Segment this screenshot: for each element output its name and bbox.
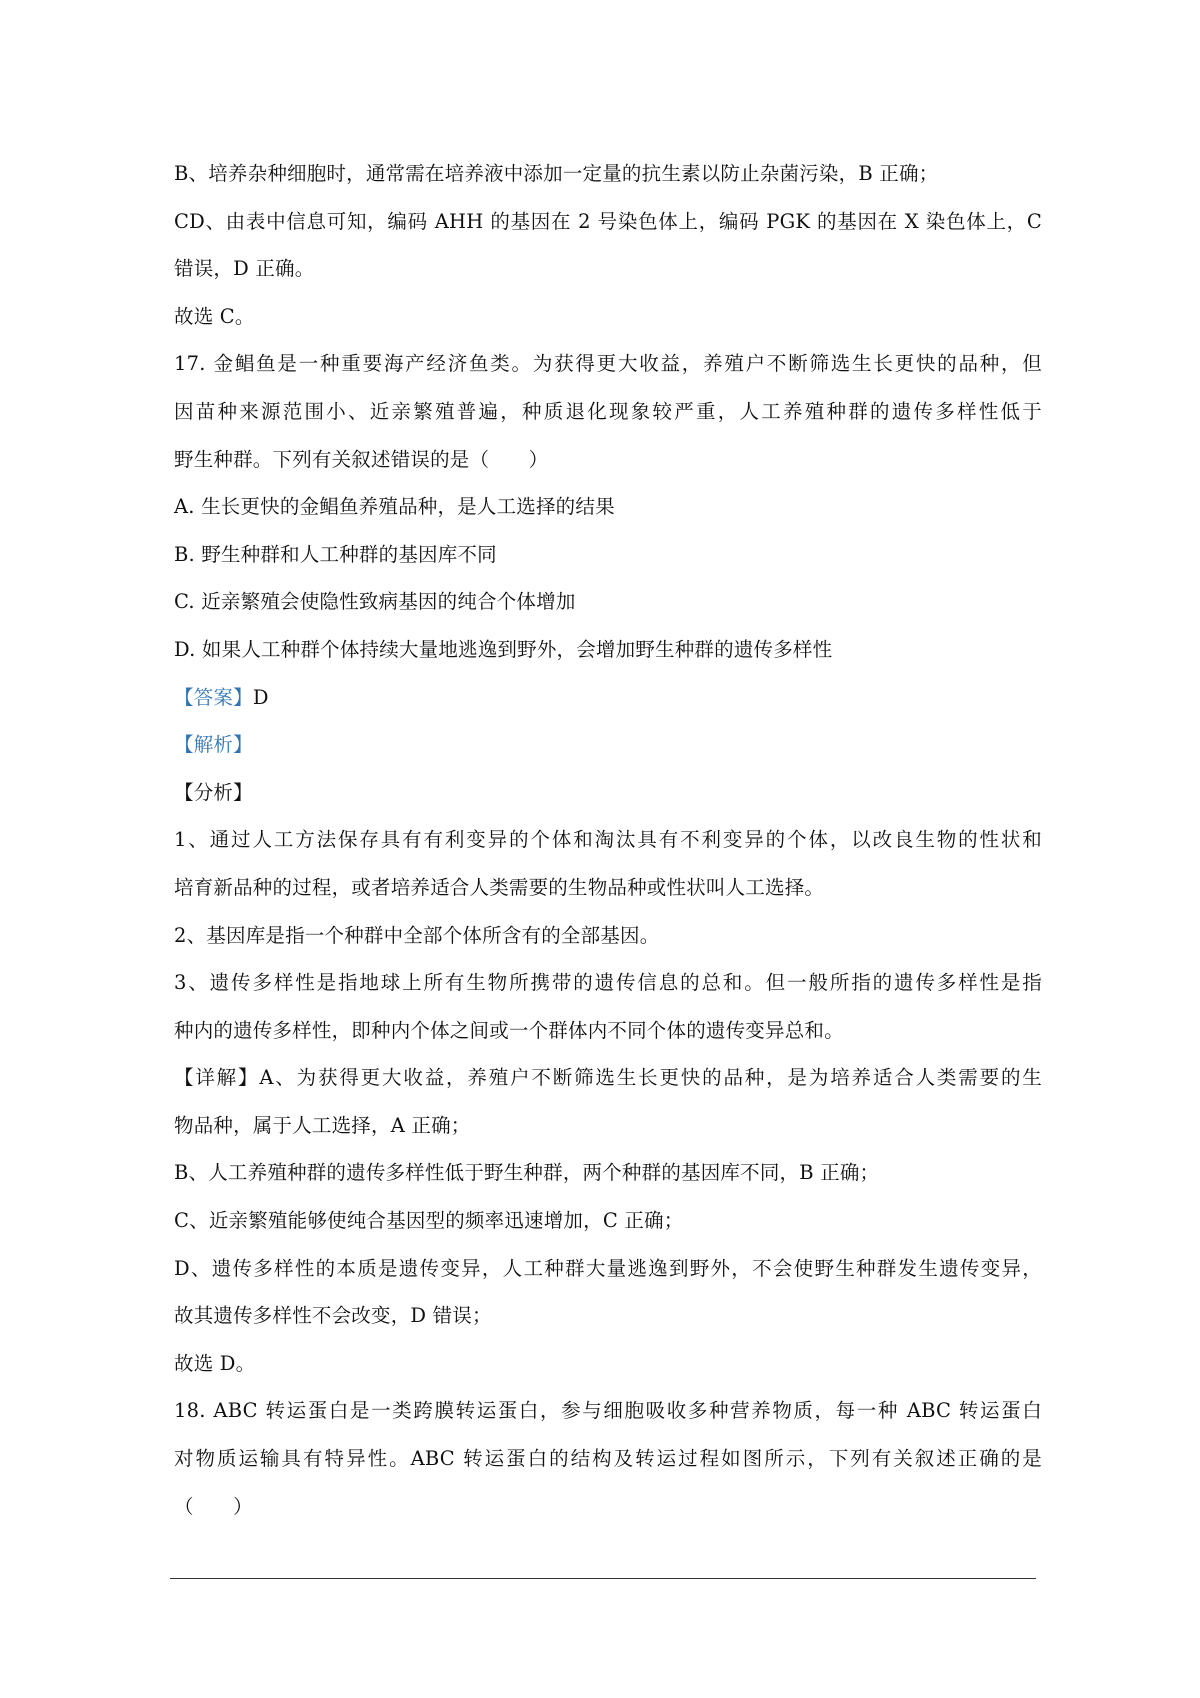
detail-line: 故选 D。 [174, 1351, 256, 1375]
answer-line [174, 674, 1042, 722]
analysis-line: 2、基因库是指一个种群中全部个体所含有的全部基因。 [174, 923, 660, 947]
answer-label: 【答案】 [174, 685, 253, 709]
text-line: CD、由表中信息可知，编码 AHH 的基因在 2 号染色体上，编码 PGK 的基因在 X 染色体上，C [174, 209, 1042, 233]
detail-line: 故其遗传多样性不会改变，D 错误； [174, 1304, 492, 1328]
detail-line: 物品种，属于人工选择，A 正确； [174, 1113, 471, 1137]
option-d: D. 如果人工种群个体持续大量地逃逸到野外，会增加野生种群的遗传多样性 [174, 637, 833, 661]
question-18-stem: 对物质运输具有特异性。ABC 转运蛋白的结构及转运过程如图所示，下列有关叙述正确的是 [174, 1447, 1042, 1471]
question-17-stem: 野生种群。下列有关叙述错误的是（ ） [174, 447, 549, 471]
text-line: 错误，D 正确。 [174, 257, 315, 281]
option-b: B. 野生种群和人工种群的基因库不同 [174, 542, 497, 566]
text-line: 故选 C。 [174, 304, 255, 328]
analysis-line: 1、通过人工方法保存具有有利变异的个体和淘汰具有不利变异的个体，以改良生物的性状和 [174, 828, 1042, 852]
detail-line: C、近亲繁殖能够使纯合基因型的频率迅速增加，C 正确； [174, 1209, 684, 1233]
analysis-heading: 【分析】 [174, 780, 253, 804]
question-17-stem: 17. 金鲳鱼是一种重要海产经济鱼类。为获得更大收益，养殖户不断筛选生长更快的品种，但 [174, 352, 1042, 376]
text-line: B、培养杂种细胞时，通常需在培养液中添加一定量的抗生素以防止杂菌污染，B 正确； [174, 162, 939, 185]
question-17-stem: 因苗种来源范围小、近亲繁殖普遍，种质退化现象较严重，人工养殖种群的遗传多样性低于 [174, 399, 1042, 423]
detail-line: D、遗传多样性的本质是遗传变异，人工种群大量逃逸到野外，不会使野生种群发生遗传变异， [174, 1256, 1042, 1280]
analysis-line: 培育新品种的过程，或者培养适合人类需要的生物品种或性状叫人工选择。 [174, 875, 825, 899]
question-18-stem: 18. ABC 转运蛋白是一类跨膜转运蛋白，参与细胞吸收多种营养物质，每一种 ABC 转运蛋白 [174, 1399, 1042, 1423]
detail-line: 【详解】A、为获得更大收益，养殖户不断筛选生长更快的品种，是为培养适合人类需要的生 [174, 1066, 1042, 1090]
question-18-stem: （ ） [174, 1494, 253, 1518]
detail-line: B、人工养殖种群的遗传多样性低于野生种群，两个种群的基因库不同，B 正确； [174, 1161, 880, 1185]
option-c: C. 近亲繁殖会使隐性致病基因的纯合个体增加 [174, 590, 576, 614]
page-body [174, 150, 1042, 1530]
analysis-line: 种内的遗传多样性，即种内个体之间或一个群体内不同个体的遗传变异总和。 [174, 1018, 844, 1042]
option-a: A. 生长更快的金鲳鱼养殖品种，是人工选择的结果 [174, 495, 615, 519]
analysis-label: 【解析】 [174, 733, 253, 757]
footer-divider [170, 1578, 1036, 1579]
analysis-line: 3、遗传多样性是指地球上所有生物所携带的遗传信息的总和。但一般所指的遗传多样性是指 [174, 971, 1042, 995]
answer-value: D [252, 685, 269, 709]
